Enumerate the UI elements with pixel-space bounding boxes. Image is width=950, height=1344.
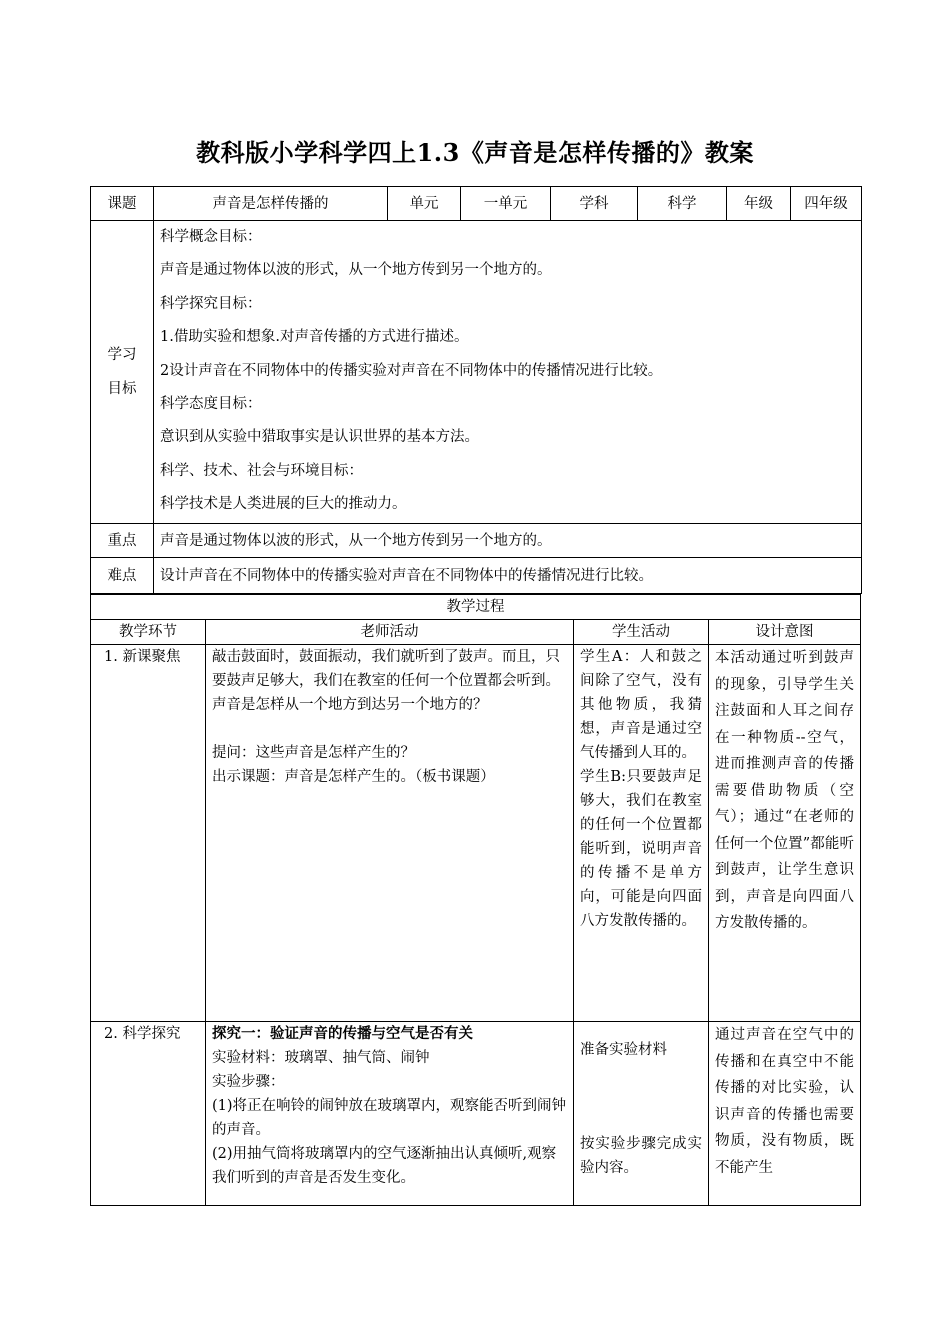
teacher-line: 实验步骤： [212,1074,285,1090]
subject-value: 科学 [638,187,727,221]
goal-line: 科学、技术、社会与环境目标： [160,462,363,479]
goals-label [91,221,154,524]
teacher-line: (2)用抽气筒将玻璃罩内的空气逐渐抽出认真倾听,观察我们听到的声音是否发生变化。 [212,1146,557,1186]
col-teacher: 老师活动 [206,620,574,645]
student-line: 准备实验材料 [580,1042,667,1058]
teacher-line: 出示课题：声音是怎样产生的。（板书课题） [212,769,495,785]
teacher-heading: 探究一：验证声音的传播与空气是否有关 [212,1025,473,1042]
stage-cell: 1. 新课聚焦 [91,645,206,1022]
design-intent-cell: 本活动通过听到鼓声的现象，引导学生关注鼓面和人耳之间存在一种物质--空气，进而推测声音的传播需要借助物质（空气）；通过“在老师的任何一个位置”都能听到鼓声，让学生意识到，声音是向四面八方发散传播的。 [709,645,861,1022]
goal-line: 科学技术是人类进展的巨大的推动力。 [160,496,407,513]
key-point-label: 重点 [91,524,154,558]
teacher-line: 声音是怎样从一个地方到达另一个地方的？ [212,697,488,713]
teacher-line: 提问：这些声音是怎样产生的？ [212,745,415,761]
goal-line: 2设计声音在不同物体中的传播实验对声音在不同物体中的传播情况进行比较。 [160,362,663,379]
teacher-line: 敲击鼓面时，鼓面振动，我们就听到了鼓声。而且，只要鼓声足够大，我们在教室的任何一个位置都会听到。 [212,649,560,689]
teacher-activity-cell [206,1022,574,1206]
teacher-line [212,717,567,741]
teacher-line: 实验材料：玻璃罩、抽气筒、闹钟 [212,1050,430,1066]
difficulty-value: 设计声音在不同物体中的传播实验对声音在不同物体中的传播情况进行比较。 [154,558,862,594]
goal-line: 声音是通过物体以波的形式，从一个地方传到另一个地方的。 [160,262,552,279]
goal-line: 科学概念目标： [160,229,262,245]
student-line: 学生B:只要鼓声足够大，我们在教室的任何一个位置都能听到，说明声音的传播不是单方向，可能是向四面八方发散传播的。 [580,769,702,929]
design-intent-cell: 通过声音在空气中的传播和在真空中不能传播的对比实验，认识声音的传播也需要物质，没有物质，既不能产生 [709,1022,861,1206]
lesson-info-table [90,186,862,594]
student-line: 按实验步骤完成实验内容。 [580,1136,702,1176]
goal-line: 科学态度目标： [160,396,262,413]
topic-value: 声音是怎样传播的 [154,187,388,221]
subject-label: 学科 [551,187,638,221]
topic-label: 课题 [91,187,154,221]
goals-content [154,221,862,524]
teacher-activity-cell [206,645,574,1022]
grade-label: 年级 [727,187,791,221]
col-design: 设计意图 [709,620,861,645]
teacher-line: (1)将正在响铃的闹钟放在玻璃罩内，观察能否听到闹钟的声音。 [212,1098,567,1138]
goal-line: 意识到从实验中猎取事实是认识世界的基本方法。 [160,429,479,446]
page-title: 教科版小学科学四上1.3《声音是怎样传播的》教案 [196,138,754,167]
difficulty-label: 难点 [91,558,154,594]
goal-line: 1.借助实验和想象.对声音传播的方式进行描述。 [160,329,469,346]
unit-value: 一单元 [461,187,551,221]
col-student: 学生活动 [574,620,709,645]
col-stage: 教学环节 [91,620,206,645]
goal-line: 科学探究目标： [160,295,262,312]
process-heading: 教学过程 [91,595,861,620]
teaching-process-table [90,594,861,1206]
grade-value: 四年级 [791,187,862,221]
student-line: 学生A：人和鼓之间除了空气，没有其他物质，我猜想，声音是通过空气传播到人耳的。 [580,649,702,761]
goals-label-line2: 目标 [107,381,137,397]
unit-label: 单元 [388,187,461,221]
student-activity-cell [574,645,709,1022]
goals-label-line1: 学习 [107,347,137,363]
stage-cell: 2. 科学探究 [91,1022,206,1206]
key-point-value: 声音是通过物体以波的形式，从一个地方传到另一个地方的。 [154,524,862,558]
student-activity-cell [574,1022,709,1206]
